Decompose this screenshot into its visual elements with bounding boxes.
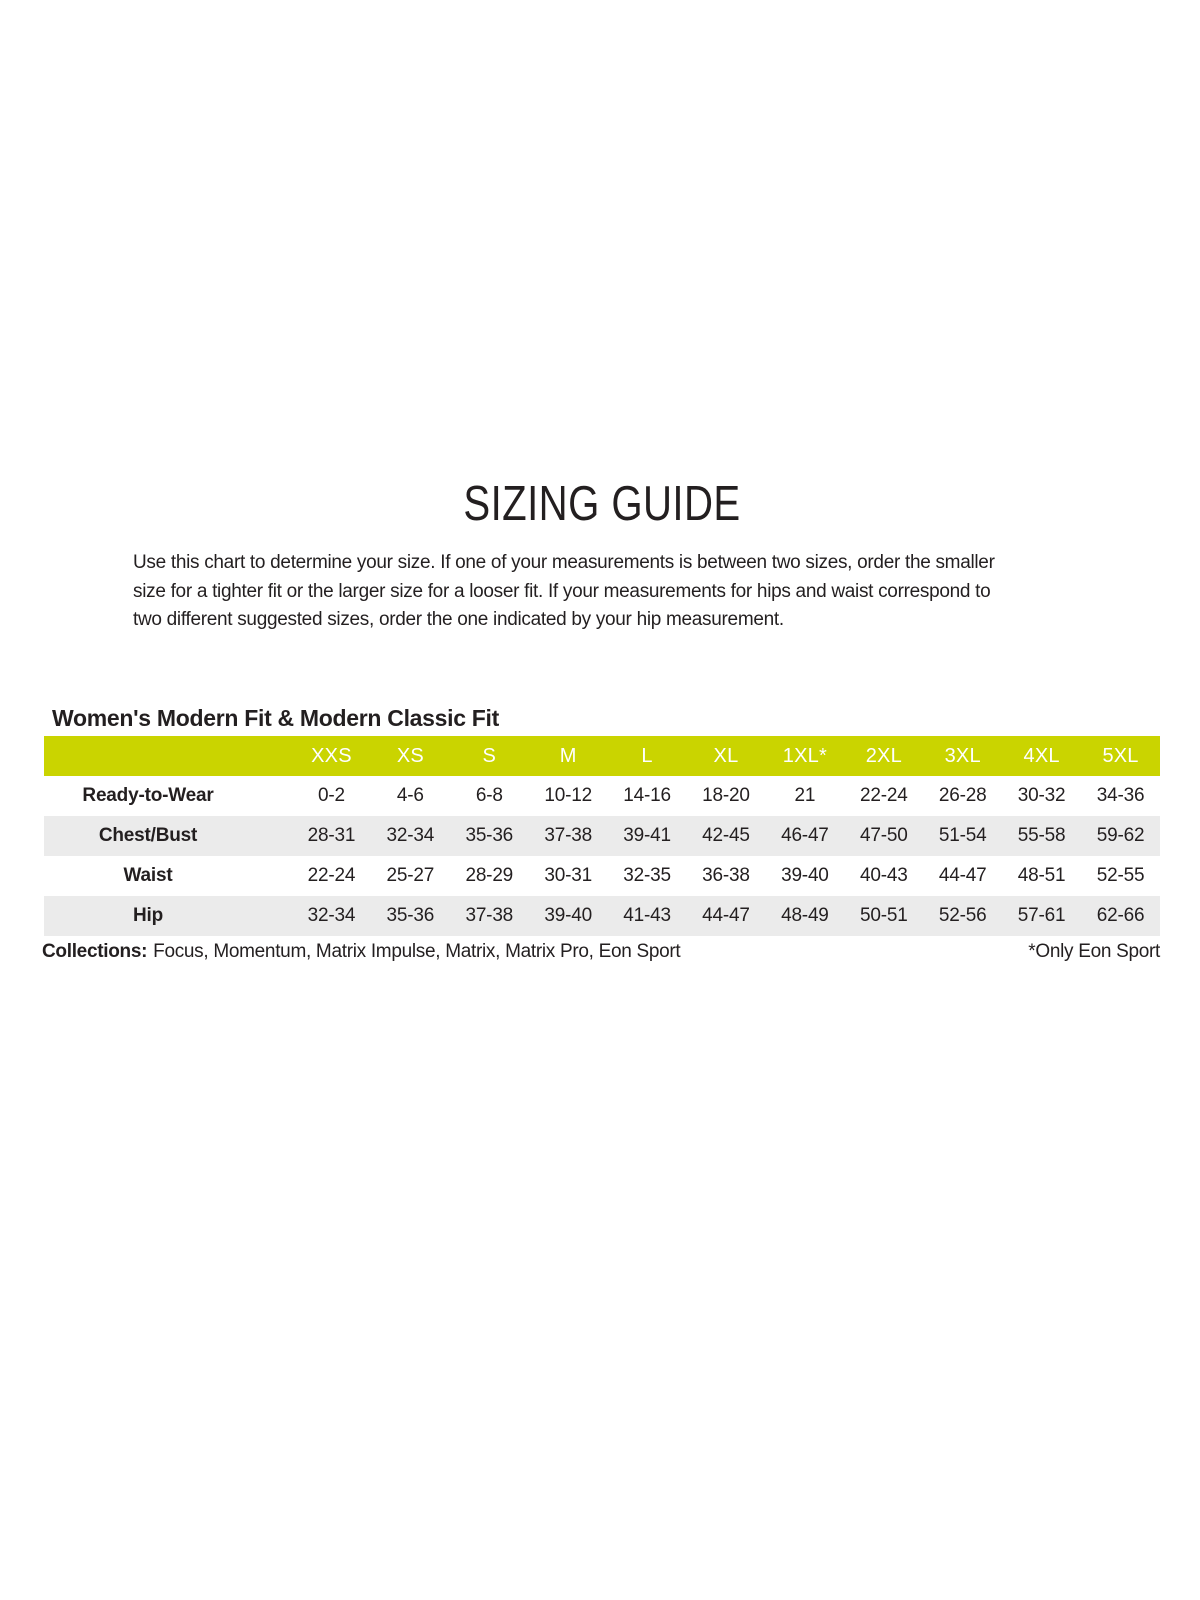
row-label: Hip	[132, 905, 163, 926]
size-cell: 10-12	[544, 785, 592, 806]
size-cell: 30-31	[544, 865, 592, 886]
table-row	[44, 816, 1160, 856]
size-cell: 0-2	[318, 785, 345, 806]
size-cell: 35-36	[465, 825, 514, 846]
size-column-header: 5XL	[1081, 736, 1160, 776]
intro-line: two different suggested sizes, order the one indicated by your hip measurement.	[133, 609, 784, 630]
size-cell: 28-31	[307, 825, 356, 846]
size-cell: 48-49	[781, 905, 829, 926]
collections-list: Focus, Momentum, Matrix Impulse, Matrix, Matrix Pro, Eon Sport	[153, 941, 681, 962]
size-cell: 52-56	[938, 905, 987, 926]
size-cell: 36-38	[702, 865, 750, 886]
size-column-header: 2XL	[844, 736, 923, 776]
size-cell: 4-6	[396, 785, 424, 806]
collections-text	[42, 941, 680, 963]
size-cell: 44-47	[938, 865, 987, 886]
size-cell: 30-32	[1017, 785, 1066, 806]
size-cell: 52-55	[1096, 865, 1145, 886]
size-cell: 32-34	[386, 825, 435, 846]
size-cell: 34-36	[1096, 785, 1145, 806]
page-title: SIZING GUIDE	[463, 477, 741, 531]
intro-paragraph	[133, 549, 995, 635]
size-cell: 22-24	[307, 865, 356, 886]
size-cell: 28-29	[465, 865, 514, 886]
size-cell: 37-38	[544, 825, 592, 846]
size-cell: 14-16	[623, 785, 671, 806]
size-cell: 57-61	[1017, 905, 1066, 926]
size-column-header: XS	[371, 736, 450, 776]
size-cell: 37-38	[465, 905, 514, 926]
size-cell: 40-43	[859, 865, 908, 886]
table-row	[44, 896, 1160, 936]
size-cell: 59-62	[1096, 825, 1145, 846]
table-row	[44, 776, 1160, 816]
section-heading: Women's Modern Fit & Modern Classic Fit	[52, 705, 499, 731]
header-row	[44, 736, 1160, 776]
size-column-header: XXS	[292, 736, 371, 776]
size-cell: 42-45	[702, 825, 750, 846]
size-cell: 21	[794, 785, 816, 806]
intro-line: size for a tighter fit or the larger size for a looser fit. If your measurements for hips and waist correspond to	[133, 580, 991, 602]
size-column-header: XL	[687, 736, 766, 776]
row-label: Chest/Bust	[98, 825, 198, 846]
size-cell: 46-47	[781, 825, 829, 846]
size-cell: 39-41	[623, 825, 671, 846]
size-cell: 25-27	[386, 865, 435, 886]
size-cell: 18-20	[702, 785, 750, 806]
footnote: *Only Eon Sport	[1028, 941, 1160, 962]
size-column-header: 1XL*	[765, 736, 844, 776]
size-cell: 50-51	[859, 905, 908, 926]
table-row	[44, 856, 1160, 896]
size-cell: 41-43	[623, 905, 671, 926]
size-cell: 26-28	[938, 785, 987, 806]
size-cell: 55-58	[1017, 825, 1066, 846]
size-column-header: M	[529, 736, 608, 776]
size-cell: 35-36	[386, 905, 435, 926]
size-cell: 47-50	[859, 825, 908, 846]
corner-cell	[44, 736, 292, 776]
size-cell: 39-40	[781, 865, 829, 886]
size-cell: 51-54	[938, 825, 987, 846]
size-cell: 6-8	[475, 785, 503, 806]
row-label: Waist	[123, 865, 173, 886]
size-cell: 22-24	[859, 785, 908, 806]
size-column-header: L	[608, 736, 687, 776]
row-label: Ready-to-Wear	[82, 785, 214, 806]
size-cell: 44-47	[702, 905, 750, 926]
collections-label: Collections:	[42, 941, 148, 962]
size-cell: 32-35	[623, 865, 671, 886]
size-cell: 48-51	[1017, 865, 1066, 886]
collections-line	[42, 941, 1160, 963]
size-cell: 32-34	[307, 905, 356, 926]
size-column-header: S	[450, 736, 529, 776]
size-cell: 62-66	[1096, 905, 1145, 926]
intro-line: Use this chart to determine your size. If one of your measurements is between two sizes, order the smaller	[133, 552, 995, 573]
size-column-header: 4XL	[1002, 736, 1081, 776]
size-column-header: 3XL	[923, 736, 1002, 776]
sizing-table	[44, 736, 1160, 936]
size-cell: 39-40	[544, 905, 592, 926]
